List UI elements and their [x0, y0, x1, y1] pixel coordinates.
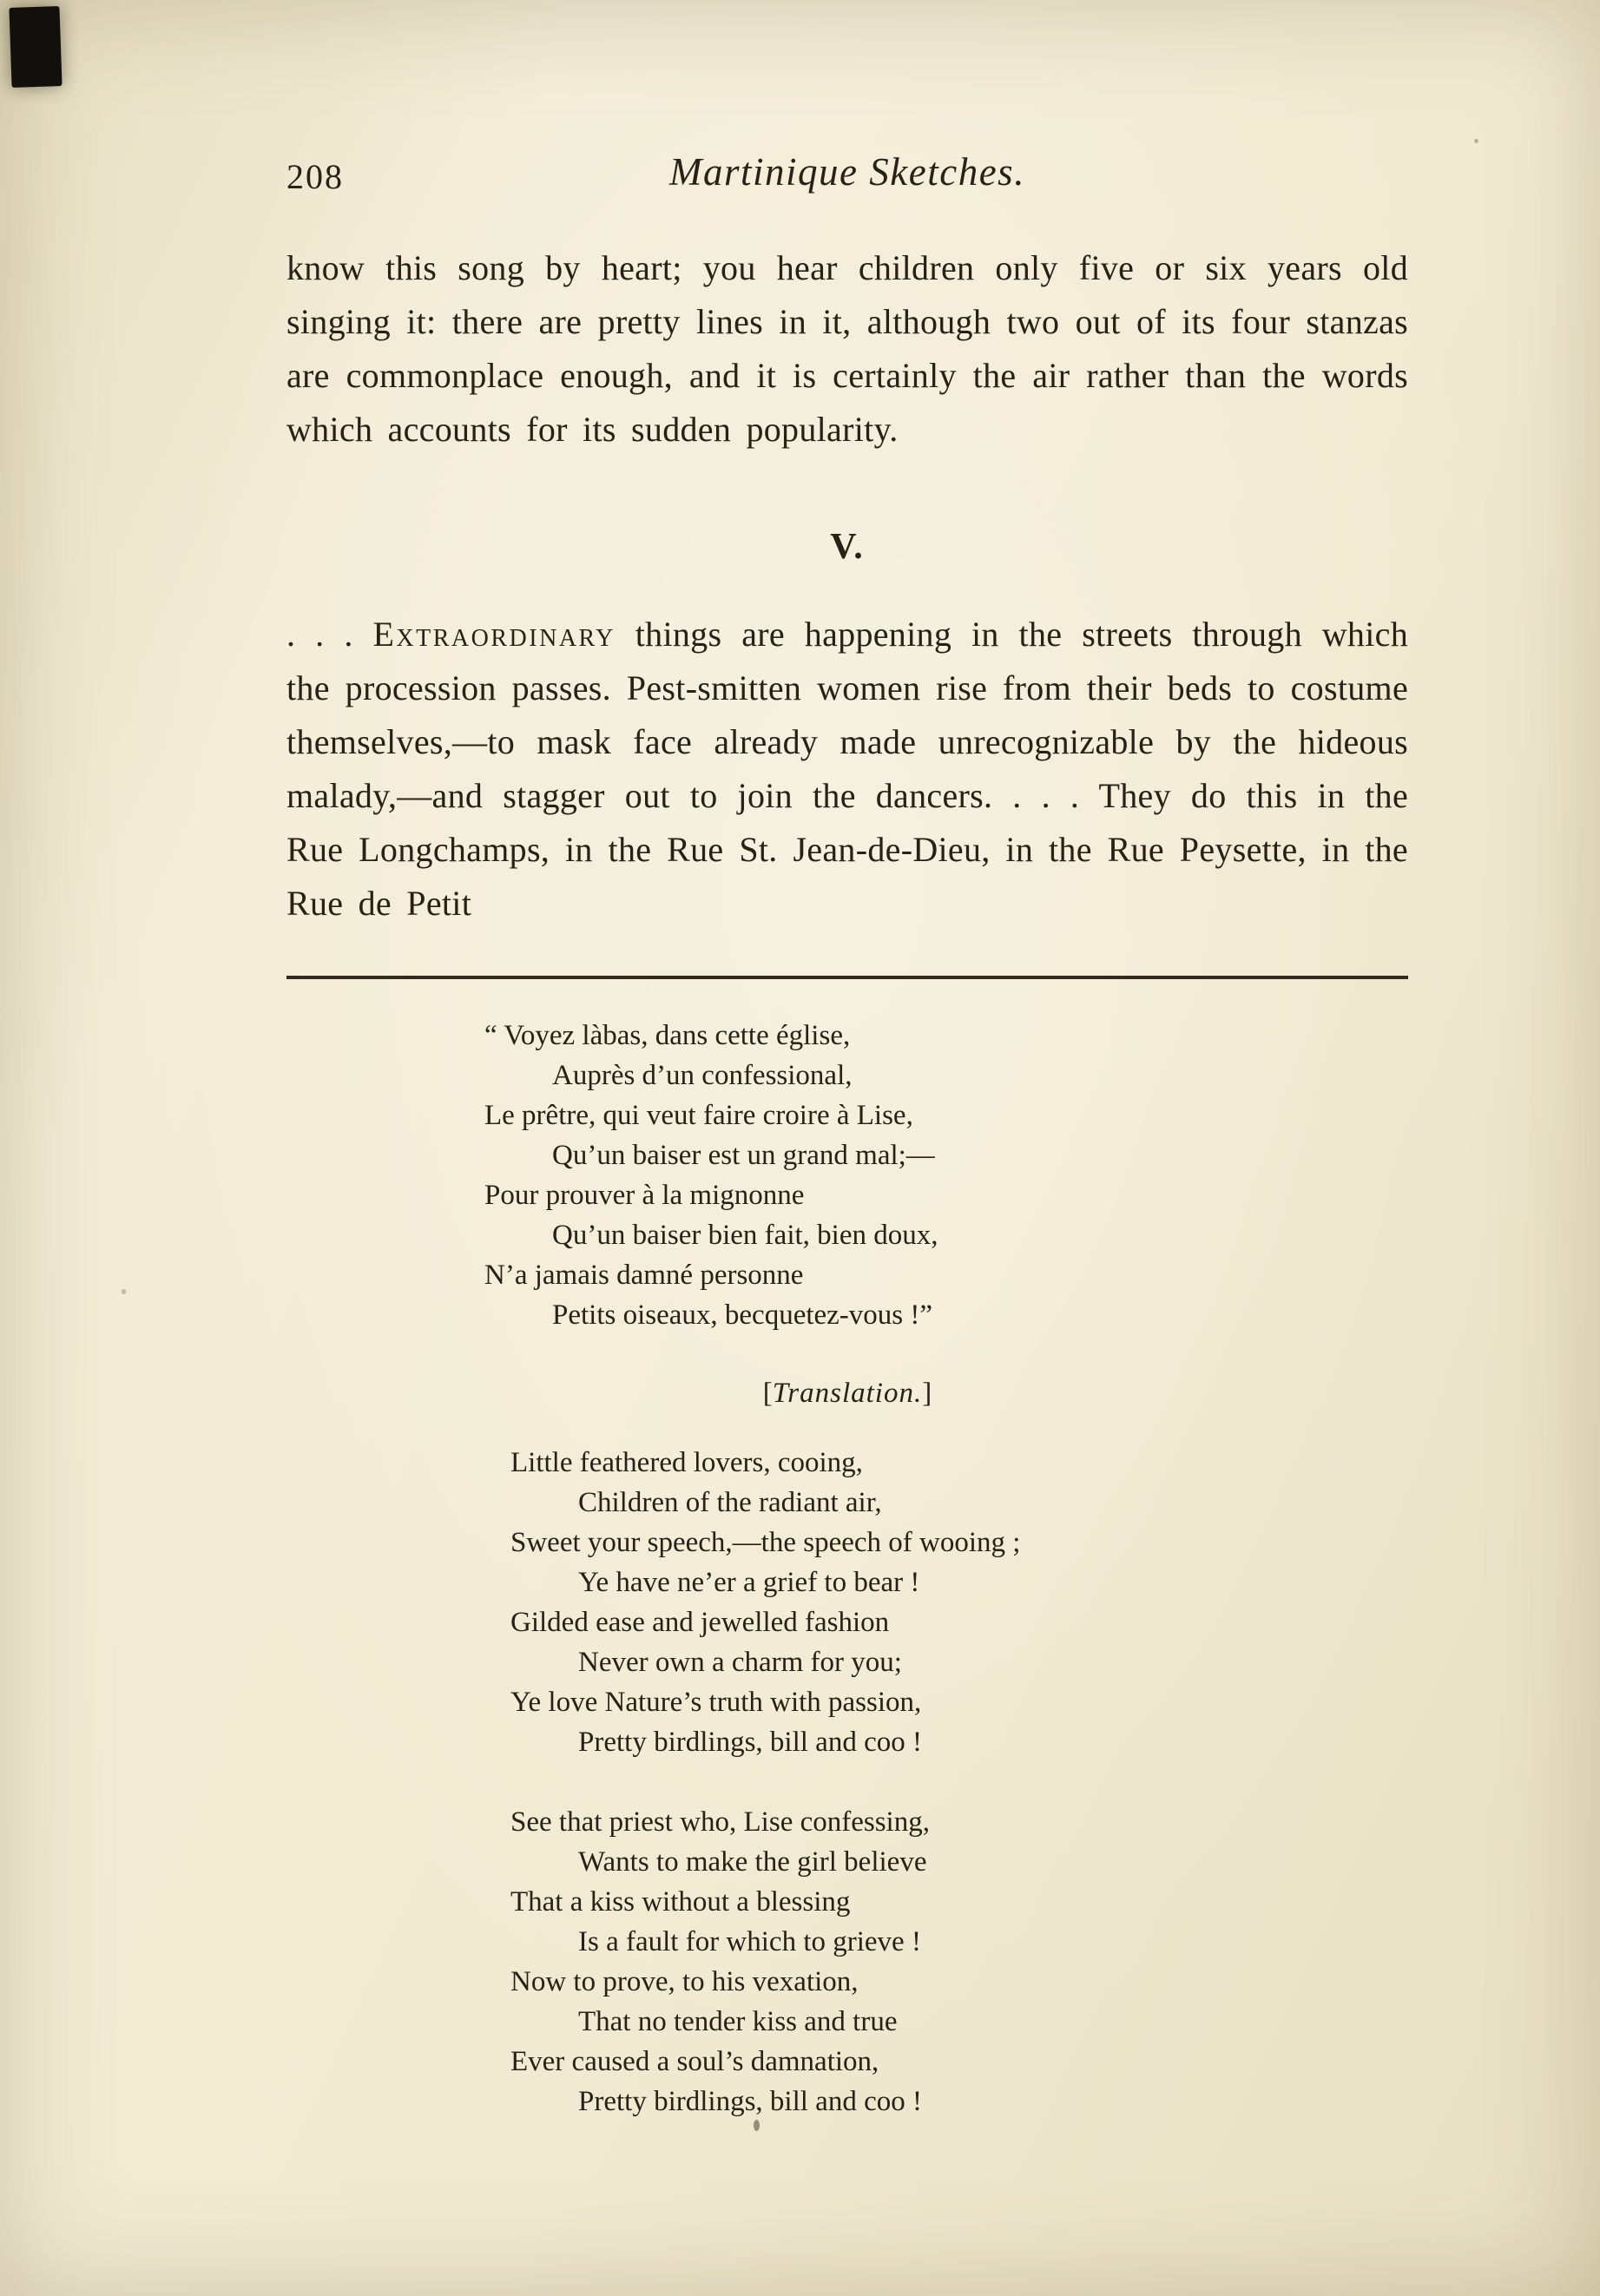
- french-verse: [484, 1016, 1408, 1335]
- verse-line: Qu’un baiser bien fait, bien doux,: [552, 1220, 938, 1251]
- verse-line: Children of the radiant air,: [578, 1487, 882, 1518]
- verse-line: N’a jamais damné personne: [484, 1260, 804, 1291]
- translation-stanza-1: [510, 1443, 1408, 1762]
- verse-line: Ye love Nature’s truth with passion,: [510, 1687, 922, 1718]
- footnote-separator: [286, 976, 1408, 979]
- verse-line: Petits oiseaux, becquetez-vous !”: [552, 1299, 933, 1331]
- scan-speck: [122, 1289, 126, 1294]
- verse-line: Ye have ne’er a grief to bear !: [578, 1567, 920, 1598]
- paragraph-1: know this song by heart; you hear children only five or six years old singing it: there are pretty lines in it, although two out of its four stanzas are commonplace enough, and it is certainly the air rather than the words which accounts for its sudden popularity.: [286, 248, 1408, 449]
- translation-verse: [510, 1443, 1408, 2122]
- verse-line: “ Voyez làbas, dans cette église,: [484, 1020, 851, 1051]
- bracket-open: [: [762, 1378, 773, 1409]
- footnote: [286, 1016, 1408, 2122]
- running-title: Martinique Sketches.: [669, 150, 1025, 194]
- verse-line: That a kiss without a blessing: [510, 1886, 851, 1918]
- section-heading: V.: [830, 527, 865, 567]
- ellipsis-lead: . . .: [286, 615, 373, 654]
- verse-line: Ever caused a soul’s damnation,: [510, 2046, 879, 2077]
- verse-line: Gilded ease and jewelled fashion: [510, 1607, 890, 1638]
- scan-corner-artifact: [9, 6, 62, 88]
- verse-line: Never own a charm for you;: [578, 1647, 902, 1678]
- verse-line: Pretty birdlings, bill and coo !: [578, 1727, 922, 1758]
- paragraph-2: [286, 608, 1408, 931]
- page-number: 208: [286, 157, 344, 196]
- verse-line: Wants to make the girl believe: [578, 1846, 927, 1878]
- verse-line: Is a fault for which to grieve !: [578, 1926, 921, 1957]
- text-block: [286, 0, 1408, 2122]
- translation-label: [286, 1373, 1408, 1413]
- verse-line: Sweet your speech,—the speech of wooing ;: [510, 1527, 1021, 1558]
- verse-line: That no tender kiss and true: [578, 2006, 898, 2037]
- bracket-close: ]: [922, 1378, 932, 1409]
- translation-stanza-2: [510, 1802, 1408, 2122]
- main-text: [286, 241, 1408, 931]
- verse-line: Qu’un baiser est un grand mal;—: [552, 1140, 935, 1171]
- verse-line: Now to prove, to his vexation,: [510, 1966, 859, 1997]
- verse-line: Pour prouver à la mignonne: [484, 1180, 805, 1211]
- scan-speck: [1474, 139, 1478, 143]
- verse-line: See that priest who, Lise confessing,: [510, 1806, 930, 1838]
- page-header: [286, 149, 1408, 207]
- verse-line: Le prêtre, qui veut faire croire à Lise,: [484, 1100, 913, 1131]
- paragraph-2-text: things are happening in the streets through which the procession passes. Pest-smitten women rise from their beds to costume themselves,—to mask face already made unrecognizable by the hideous malady,—and stagger out to join the dancers. . . . They do this in the Rue Longchamps, in the Rue St. Jean-de-Dieu, in the Rue Peysette, in the Rue de Petit: [286, 615, 1408, 923]
- verse-line: Auprès d’un confessional,: [552, 1060, 853, 1091]
- verse-line: Little feathered lovers, cooing,: [510, 1447, 863, 1478]
- verse-line: Pretty birdlings, bill and coo !: [578, 2086, 922, 2117]
- translation-word: Translation.: [772, 1378, 923, 1409]
- smallcaps-word: Extraordinary: [372, 615, 616, 654]
